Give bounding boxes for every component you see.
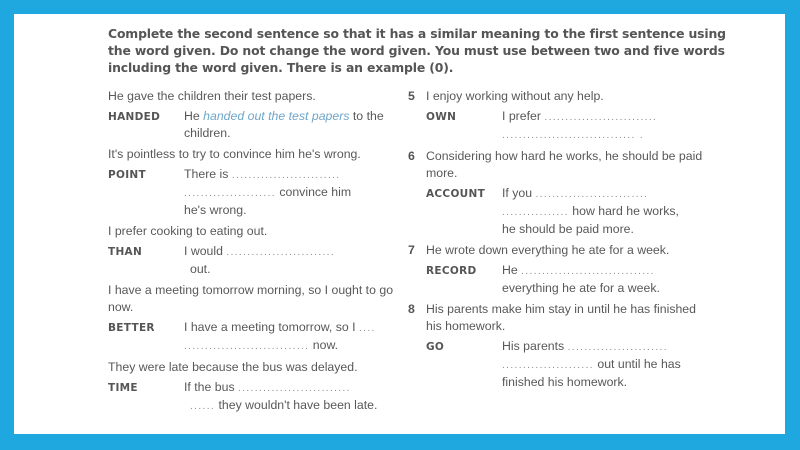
exercise-item-example — [108, 88, 398, 146]
keyword: OWN — [426, 111, 457, 123]
answer-line — [502, 185, 708, 203]
answer-line — [184, 166, 398, 184]
answer-text: how hard he works, — [572, 204, 679, 218]
answer-blank[interactable]: ........................... — [544, 112, 658, 123]
answer-line — [184, 243, 398, 261]
answer-blank[interactable]: .......................... — [226, 247, 336, 258]
exercise-item-6 — [408, 148, 708, 242]
answer-line — [184, 319, 398, 337]
prompt-text: He wrote down everything he ate for a week. — [426, 243, 670, 257]
answer-text: out until he has — [597, 357, 681, 371]
answer-text: His parents — [502, 339, 565, 353]
answer-blank[interactable]: .... — [358, 323, 376, 334]
worksheet-page — [14, 14, 785, 434]
answer-text: to the — [352, 109, 384, 123]
item-number: 8 — [408, 302, 415, 316]
prompt-text: His parents make him stay in until he has finished his homework. — [426, 302, 696, 333]
answer-text: he should be paid more. — [502, 222, 634, 236]
item-number: 5 — [408, 89, 415, 103]
keyword: HANDED — [108, 111, 161, 123]
original-sentence — [408, 242, 708, 262]
answer-block — [426, 185, 708, 242]
answer-blank[interactable]: ........................ — [567, 342, 668, 353]
keyword: ACCOUNT — [426, 188, 486, 200]
answer-line — [502, 108, 708, 126]
answer-blank[interactable]: ................................ . — [502, 130, 645, 141]
answer-text: now. — [312, 338, 339, 352]
answer-text: he's wrong. — [184, 203, 247, 217]
original-sentence: They were late because the bus was delayed. — [108, 360, 358, 374]
keyword: POINT — [108, 169, 146, 181]
answer-blank[interactable]: ...... — [190, 401, 216, 412]
answer-blank[interactable]: ................ — [502, 207, 569, 218]
answer-text: There is — [184, 167, 229, 181]
answer-text: everything he ate for a week. — [502, 281, 660, 295]
answer-text: I have a meeting tomorrow, so I — [184, 320, 356, 334]
keyword: BETTER — [108, 322, 155, 334]
answer-line — [502, 338, 708, 356]
answer-line — [502, 203, 708, 221]
exercise-item-time — [108, 359, 398, 419]
exercise-item-5 — [408, 88, 708, 148]
answer-blank[interactable]: ...................... — [184, 188, 276, 199]
answer-text: out. — [190, 262, 211, 276]
original-sentence: I prefer cooking to eating out. — [108, 224, 268, 238]
item-number: 6 — [408, 149, 415, 163]
original-sentence — [408, 88, 708, 108]
answer-line — [184, 397, 398, 415]
exercise-item-7 — [408, 242, 708, 301]
keyword: TIME — [108, 382, 138, 394]
answer-block — [108, 379, 398, 419]
left-column — [108, 88, 398, 419]
answer-blank[interactable]: ................................ — [521, 266, 655, 277]
answer-text: children. — [184, 126, 231, 140]
answer-block — [108, 319, 398, 359]
answer-text: He — [502, 263, 518, 277]
answer-text: finished his homework. — [502, 375, 628, 389]
original-sentence — [408, 148, 708, 185]
answer-block — [108, 243, 398, 282]
answer-blank[interactable]: .............................. — [184, 341, 310, 352]
answer-line — [502, 356, 708, 374]
answer-blank[interactable]: ........................... — [238, 383, 351, 394]
answer-block — [426, 262, 708, 301]
answer-block — [426, 338, 708, 395]
exercise-item-better — [108, 282, 398, 359]
keyword: THAN — [108, 246, 143, 258]
answer-text: He — [184, 109, 200, 123]
answer-text: If you — [502, 186, 533, 200]
answer-block — [108, 166, 398, 223]
answer-blank[interactable]: ........................... — [535, 189, 649, 200]
item-number: 7 — [408, 243, 415, 257]
answer-line — [184, 108, 398, 125]
answer-line — [184, 379, 398, 397]
answer-text: I would — [184, 244, 223, 258]
original-sentence: He gave the children their test papers. — [108, 89, 316, 103]
answer-line — [184, 184, 398, 202]
answer-text: convince him — [279, 185, 352, 199]
right-column — [408, 88, 708, 395]
answer-text: I prefer — [502, 109, 541, 123]
answer-line — [502, 262, 708, 280]
answer-blank[interactable]: ...................... — [502, 360, 594, 371]
original-sentence: It's pointless to try to convince him he's wrong. — [108, 147, 361, 161]
keyword: RECORD — [426, 265, 477, 277]
answer-blank[interactable]: .......................... — [231, 170, 341, 181]
prompt-text: Considering how hard he works, he should be paid more. — [426, 149, 703, 180]
example-answer: handed out the test papers — [203, 109, 350, 123]
instructions-text: Complete the second sentence so that it has a similar meaning to the first sentence using the word given. Do not change the word given. You must use between two and five words including the word given. There is an example (0). — [108, 26, 726, 75]
answer-block — [108, 108, 398, 146]
exercise-item-than — [108, 223, 398, 282]
answer-line — [502, 126, 708, 144]
prompt-text: I enjoy working without any help. — [426, 89, 604, 103]
exercise-item-point — [108, 146, 398, 223]
answer-text: they wouldn't have been late. — [218, 398, 378, 412]
original-sentence: I have a meeting tomorrow morning, so I ought to go now. — [108, 283, 394, 314]
answer-text: If the bus — [184, 380, 235, 394]
original-sentence — [408, 301, 708, 338]
exercise-item-8 — [408, 301, 708, 395]
keyword: GO — [426, 341, 445, 353]
answer-block — [426, 108, 708, 148]
answer-line — [184, 337, 398, 355]
